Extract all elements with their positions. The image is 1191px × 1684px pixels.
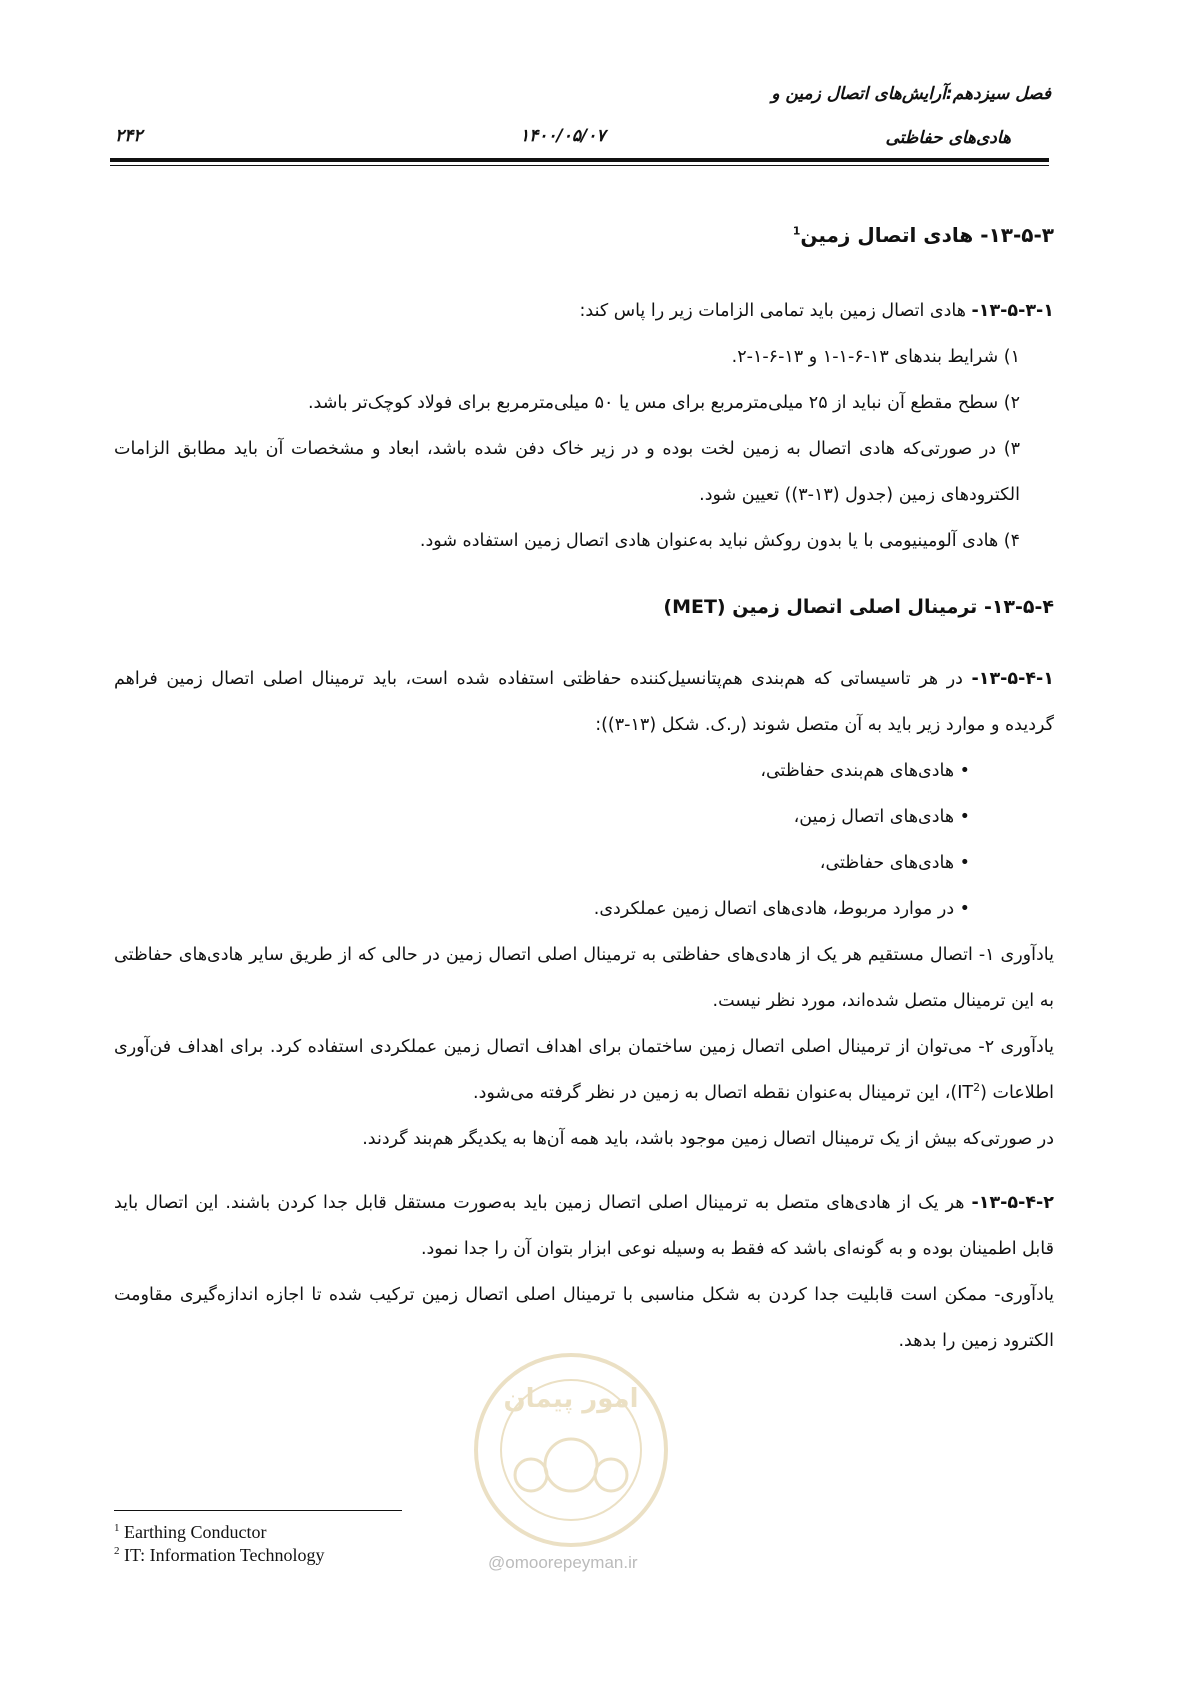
section-number: ۱۳-۵-۳- (980, 223, 1054, 247)
page-body (114, 200, 1054, 1364)
note: یادآوری- ممکن است قابلیت جدا کردن به شکل مناسبی با ترمینال اصلی اتصال زمین ترکیب شده تا اجازه اندازه‌گیری مقاومت الکترود زمین را بدهد. (114, 1285, 1054, 1351)
section-title: هادی اتصال زمین (800, 223, 981, 247)
note-text: )، این ترمینال به‌عنوان نقطه اتصال به زمین در نظر گرفته می‌شود. (473, 1083, 958, 1103)
note: در صورتی‌که بیش از یک ترمینال اتصال زمین موجود باشد، باید همه آن‌ها به یکدیگر هم‌بند گردند. (362, 1129, 1054, 1149)
list-item: ۴) هادی آلومینیومی با یا بدون روکش نباید به‌عنوان هادی اتصال زمین استفاده شود. (419, 531, 1020, 551)
watermark-seal-text: امور پیمان (503, 1384, 639, 1414)
note (114, 1024, 1054, 1116)
note-text: یادآوری ۲- می‌توان از ترمینال اصلی اتصال زمین ساختمان برای اهداف اتصال زمین عملکردی استفاده کرد. برای اهداف فن‌آوری اطلاعات (IT (114, 1037, 1054, 1103)
header-rule-thin (110, 165, 1049, 166)
list-item: ۳) در صورتی‌که هادی اتصال به زمین لخت بوده و در زیر خاک دفن شده باشد، ابعاد و مشخصات آن باید مطابق الزامات الکترودهای زمین (جدول (۱۳-۳)) تعیین شود. (114, 439, 1020, 505)
note: یادآوری ۱- اتصال مستقیم هر یک از هادی‌های حفاظتی به ترمینال اصلی اتصال زمین در حالی که از طریق سایر هادی‌های حفاظتی به این ترمینال متصل شده‌اند، مورد نظر نیست. (114, 945, 1054, 1011)
chapter-title-line1: فصل سیزدهم:آرایش‌های اتصال زمین و (771, 84, 1051, 104)
footnote-mark: 2 (114, 1545, 120, 1557)
clause-text: هر یک از هادی‌های متصل به ترمینال اصلی اتصال زمین باید به‌صورت مستقل قابل جدا کردن باشند. این اتصال باید قابل اطمینان بوده و به گونه‌ای باشد که فقط به وسیله نوعی ابزار بتوان آن را جدا نمود. (114, 1193, 1054, 1259)
footnote-ref: 2 (973, 1081, 981, 1095)
bullet-item: • هادی‌های هم‌بندی حفاظتی، (760, 761, 970, 781)
bullet-item: • هادی‌های حفاظتی، (819, 853, 970, 873)
footnote-text: IT: Information Technology (124, 1545, 325, 1565)
bullet-item: • در موارد مربوط، هادی‌های اتصال زمین عملکردی. (593, 899, 970, 919)
footnotes (114, 1521, 714, 1567)
section-title: ترمینال اصلی اتصال زمین (MET) (663, 596, 984, 618)
chapter-title-line2: هادی‌های حفاظتی (885, 128, 1011, 148)
clause (114, 656, 1054, 748)
list-item: ۱) شرایط بندهای ۱۳-۶-۱-۱ و ۱۳-۶-۱-۲. (731, 347, 1020, 367)
footnote-mark: 1 (114, 1522, 120, 1534)
header-rule-thick (110, 158, 1049, 162)
section-number: ۱۳-۵-۴- (983, 596, 1054, 618)
clause-text: هادی اتصال زمین باید تمامی الزامات زیر را پاس کند: (579, 301, 972, 321)
watermark-text: @omoorepeyman.ir (488, 1553, 638, 1572)
bullet-item: • هادی‌های اتصال زمین، (793, 807, 970, 827)
clause (114, 1180, 1054, 1272)
footnote-item (114, 1544, 714, 1567)
footnote-item (114, 1521, 714, 1544)
header-date: ۱۴۰۰/۰۵/۰۷ (520, 126, 606, 146)
footnote-ref: 1 (792, 224, 801, 238)
clause-number: ۱۳-۵-۴-۱- (971, 669, 1054, 689)
clause-number: ۱۳-۵-۴-۲- (971, 1193, 1054, 1213)
footnote-text: Earthing Conductor (124, 1522, 267, 1542)
clause (114, 288, 1054, 334)
clause-number: ۱۳-۵-۳-۱- (971, 301, 1054, 321)
section-heading (114, 584, 1054, 630)
footnote-rule (114, 1510, 402, 1511)
section-heading (114, 212, 1054, 258)
clause-text: در هر تاسیساتی که هم‌بندی هم‌پتانسیل‌کننده حفاظتی استفاده شده است، باید ترمینال اصلی اتصال زمین فراهم گردیده و موارد زیر باید به آن متصل شوند (ر.ک. شکل (۱۳-۳)): (114, 669, 1054, 735)
list-item: ۲) سطح مقطع آن نباید از ۲۵ میلی‌مترمربع برای مس یا ۵۰ میلی‌مترمربع برای فولاد کوچک‌تر باشد. (307, 393, 1020, 413)
page-number: ۲۴۲ (115, 126, 143, 146)
